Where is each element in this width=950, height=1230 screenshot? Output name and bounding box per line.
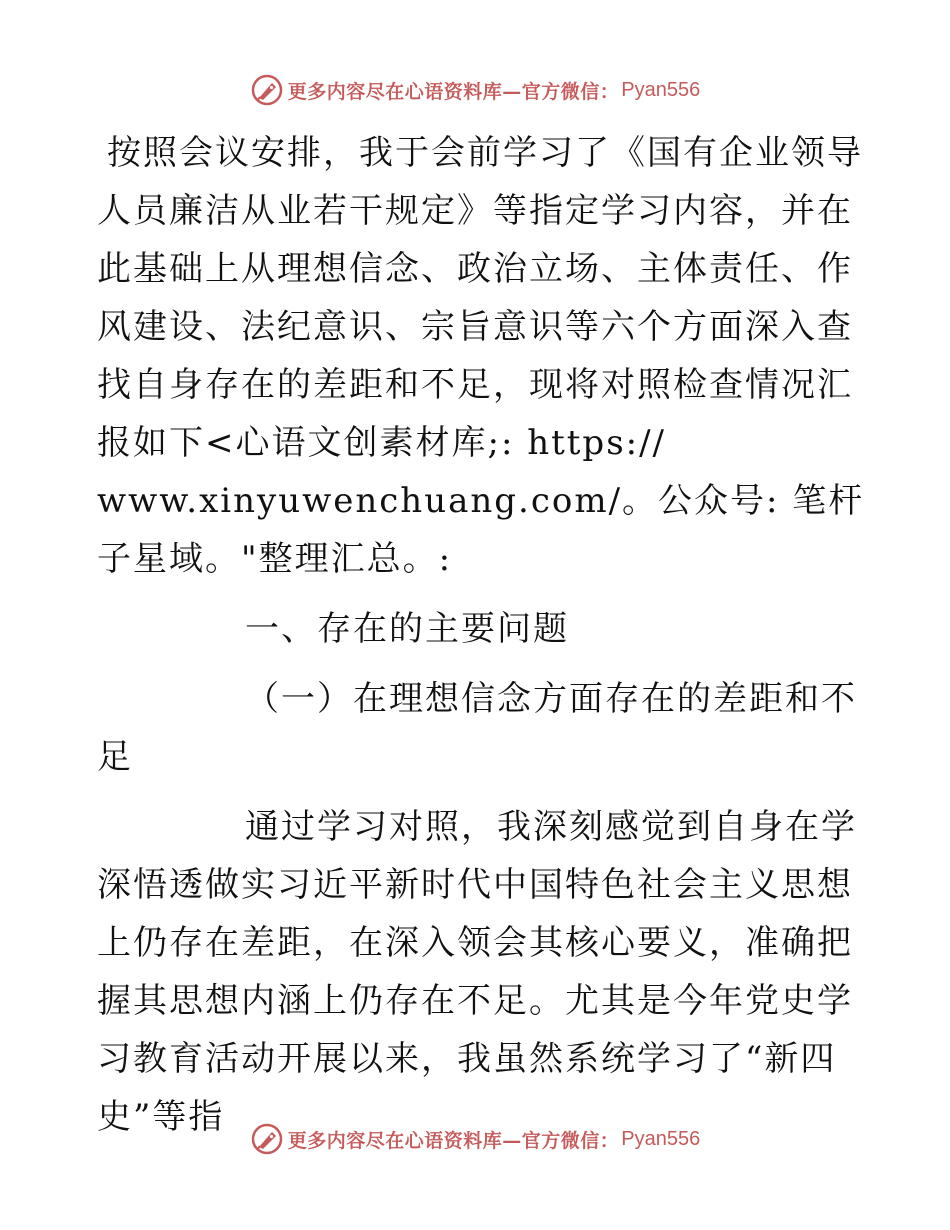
banner-wechat-id: Pyan556 bbox=[621, 1127, 701, 1150]
intro-paragraph: 按照会议安排，我于会前学习了《国有企业领导人员廉洁从业若干规定》等指定学习内容，并在此基础上从理想信念、政治立场、主体责任、作风建设、法纪意识、宗旨意识等六个方面深入查找自身存在的差距和不足，现将对照检查情况汇报如下<心语文创素材库;: https:// www.xinyuwenchuang.com/。公众号: 笔杆子星域。"整理汇总。: bbox=[97, 133, 865, 579]
banner-text: 更多内容尽在心语资料库—官方微信： bbox=[287, 80, 620, 103]
section-heading: 一、存在的主要问题 bbox=[245, 609, 569, 649]
document-body bbox=[97, 124, 867, 1146]
banner-text: 更多内容尽在心语资料库—官方微信： bbox=[287, 1129, 620, 1152]
banner-wechat-id: Pyan556 bbox=[621, 78, 701, 101]
header-watermark-banner bbox=[0, 70, 950, 110]
subsection-heading: （一）在理想信念方面存在的差距和不足 bbox=[97, 679, 857, 777]
body-paragraph: 通过学习对照，我深刻感觉到自身在学深悟透做实习近平新时代中国特色社会主义思想上仍存在差距，在深入领会其核心要义，准确把握其思想内涵上仍存在不足。尤其是今年党史学习教育活动开展以来，我虽然系统学习了“新四史”等指 bbox=[97, 807, 857, 1137]
pen-nib-logo-icon bbox=[250, 73, 284, 107]
footer-watermark-banner bbox=[0, 1119, 950, 1159]
pen-nib-logo-icon bbox=[250, 1122, 284, 1156]
